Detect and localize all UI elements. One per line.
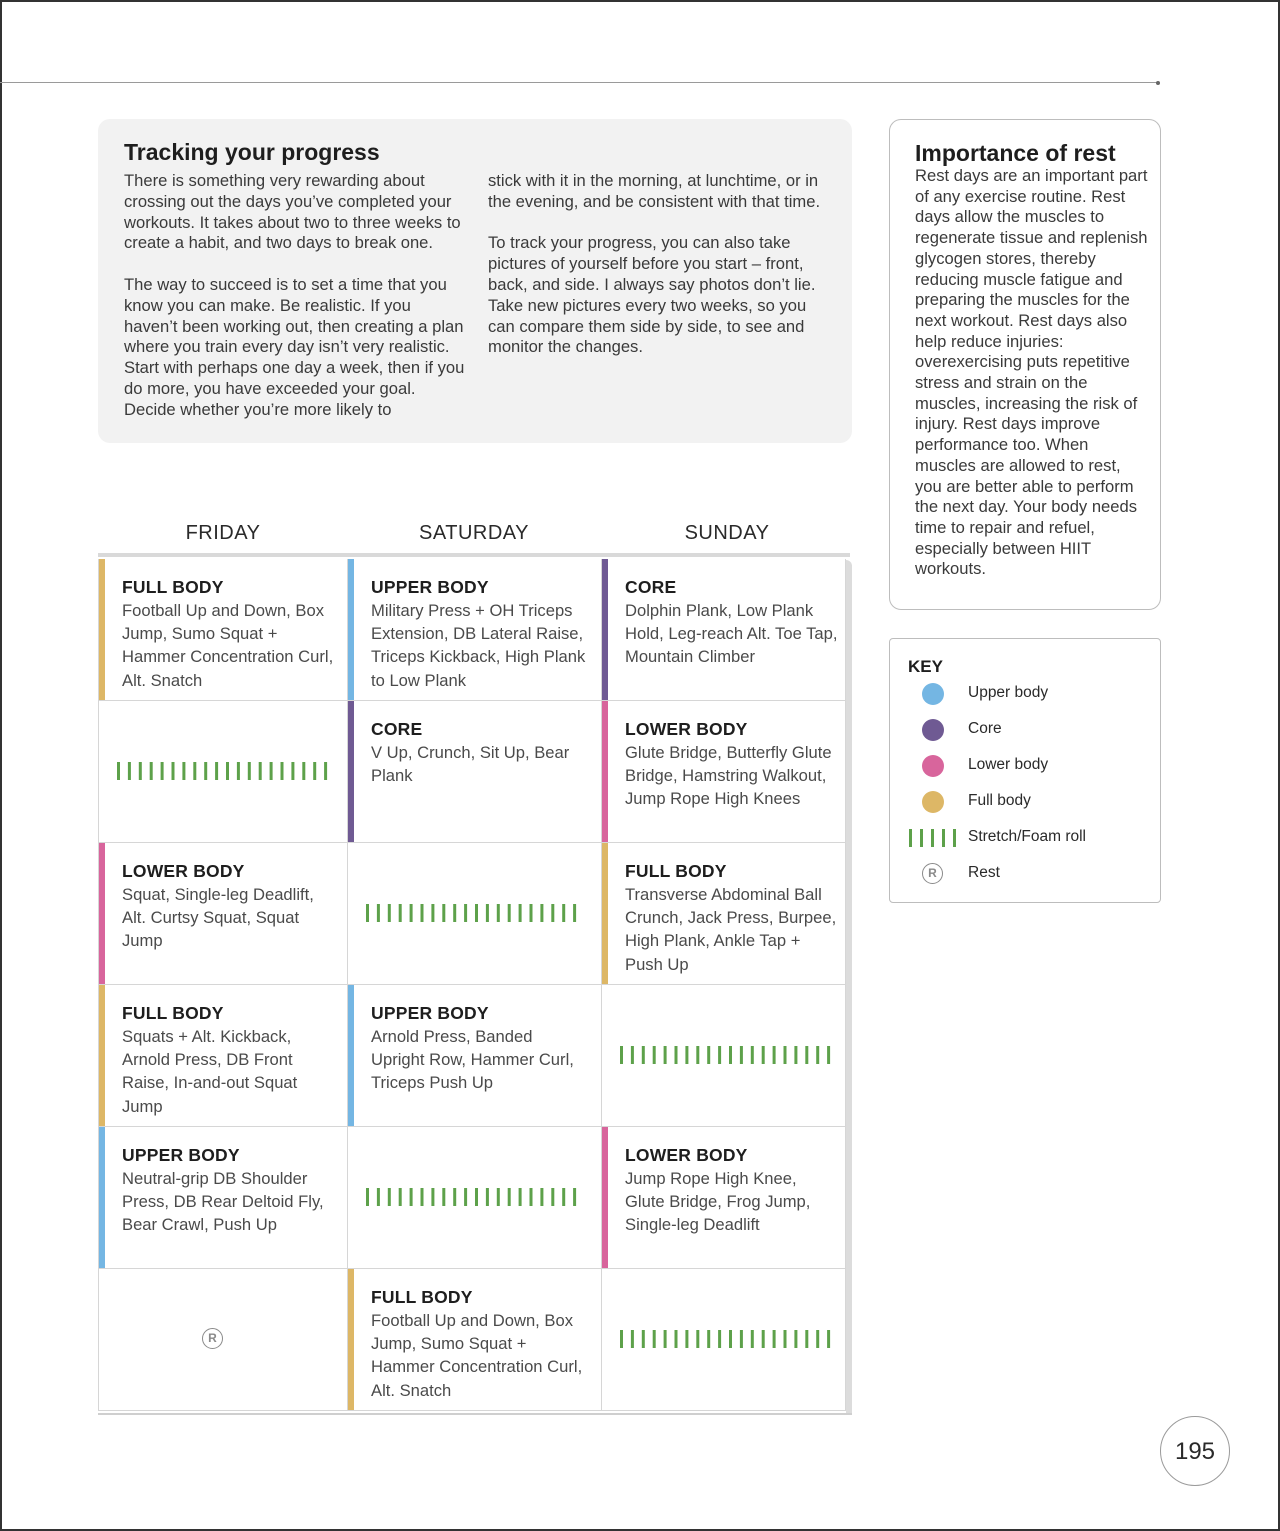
upper-body-dot-icon <box>922 683 944 705</box>
schedule-cell <box>98 559 348 701</box>
workout-exercises: Transverse Abdominal Ball Crunch, Jack Press, Burpee, High Plank, Ankle Tap + Push Up <box>625 885 837 974</box>
stretch-bars-icon <box>620 1045 832 1065</box>
schedule-cell <box>602 843 846 985</box>
key-label: Core <box>968 720 1002 737</box>
stretch-bars-icon <box>366 903 578 923</box>
workout-title: FULL BODY <box>122 577 224 597</box>
header-rule-dot <box>1156 81 1160 85</box>
schedule-cell <box>98 985 348 1127</box>
tracking-paragraph: The way to succeed is to set a time that you know you can make. Be realistic. If you haven’t been working out, then creating a plan where you train every day isn’t very realistic. Start with perhaps one day a week, then if you do more, you have exceeded your goal. Decide whether you’re more likely to <box>124 274 465 419</box>
upper-color-bar <box>348 559 354 700</box>
key-box <box>889 638 1161 903</box>
tracking-paragraph: There is something very rewarding about crossing out the days you’ve completed your workouts. It takes about two to three weeks to create a habit, and two days to break one. <box>124 171 461 253</box>
key-title: KEY <box>908 657 943 676</box>
upper-color-bar <box>99 1127 105 1268</box>
workout-exercises: Squat, Single-leg Deadlift, Alt. Curtsy Squat, Squat Jump <box>122 885 314 951</box>
schedule-top-rule <box>98 553 850 557</box>
workout-exercises: Jump Rope High Knee, Glute Bridge, Frog Jump, Single-leg Deadlift <box>625 1169 811 1235</box>
lower-color-bar <box>602 701 608 842</box>
schedule-cell <box>348 1127 602 1269</box>
workout-title: UPPER BODY <box>371 1003 489 1023</box>
rest-body: Rest days are an important part of any exercise routine. Rest days allow the muscles to regenerate tissue and replenish glycogen stores, thereby reducing muscle fatigue and preparing the muscles for the next workout. Rest days also help reduce injuries: overexercising puts repetitive stress and strain on the muscles, increasing the risk of injury. Rest days improve performance too. When muscles are allowed to rest, you are better able to perform the next day. Your body needs time to repair and refuel, especially between HIIT workouts. <box>915 166 1148 579</box>
tracking-paragraph: To track your progress, you can also take pictures of yourself before you start – front, back, and side. I always say photos don’t lie. Take new pictures every two weeks, so you can compare them side by side, to see and monitor the changes. <box>488 233 816 357</box>
workout-title: LOWER BODY <box>625 719 748 739</box>
workout-exercises: Neutral-grip DB Shoulder Press, DB Rear Deltoid Fly, Bear Crawl, Push Up <box>122 1169 324 1235</box>
lower-body-dot-icon <box>922 755 944 777</box>
key-row-rest <box>908 862 1148 886</box>
workout-exercises: Football Up and Down, Box Jump, Sumo Squat + Hammer Concentration Curl, Alt. Snatch <box>371 1311 583 1400</box>
key-label: Stretch/Foam roll <box>968 828 1087 845</box>
key-label: Full body <box>968 792 1031 809</box>
core-color-bar <box>348 701 354 842</box>
schedule-cell <box>348 559 602 701</box>
schedule-cell <box>602 559 846 701</box>
workout-exercises: Glute Bridge, Butterfly Glute Bridge, Hamstring Walkout, Jump Rope High Knees <box>625 743 832 809</box>
schedule-cell <box>98 1127 348 1269</box>
day-header-saturday: SATURDAY <box>419 522 529 544</box>
tracking-column-2 <box>488 171 832 358</box>
tracking-column-1 <box>124 171 468 421</box>
key-label: Upper body <box>968 684 1049 701</box>
workout-title: FULL BODY <box>122 1003 224 1023</box>
schedule-cell <box>348 701 602 843</box>
workout-exercises: Dolphin Plank, Low Plank Hold, Leg-reach Alt. Toe Tap, Mountain Climber <box>625 601 838 667</box>
workout-title: CORE <box>371 719 423 739</box>
schedule-cell <box>602 1269 846 1411</box>
full-color-bar <box>602 843 608 984</box>
schedule-cell <box>348 1269 602 1411</box>
tracking-progress-panel <box>98 119 852 443</box>
stretch-bars-icon <box>620 1329 832 1349</box>
workout-exercises: Military Press + OH Triceps Extension, DB Lateral Raise, Triceps Kickback, High Plank to Low Plank <box>371 601 586 690</box>
tracking-paragraph: stick with it in the morning, at lunchtime, or in the evening, and be consistent with that time. <box>488 171 821 211</box>
key-row-full <box>908 790 1148 814</box>
key-row-upper <box>908 682 1148 706</box>
schedule-cell <box>602 1127 846 1269</box>
full-body-dot-icon <box>922 791 944 813</box>
key-row-core <box>908 718 1148 742</box>
schedule-cell <box>348 985 602 1127</box>
workout-exercises: Squats + Alt. Kickback, Arnold Press, DB Front Raise, In-and-out Squat Jump <box>122 1027 298 1116</box>
workout-exercises: Football Up and Down, Box Jump, Sumo Squat + Hammer Concentration Curl, Alt. Snatch <box>122 601 334 690</box>
day-header-sunday: SUNDAY <box>684 522 770 544</box>
key-row-stretch <box>908 826 1148 850</box>
key-row-lower <box>908 754 1148 778</box>
lower-color-bar <box>602 1127 608 1268</box>
rest-title: Importance of rest <box>915 140 1116 166</box>
page-number: 195 <box>1160 1416 1230 1486</box>
schedule-cell <box>98 701 348 843</box>
schedule-bottom-rule <box>98 1413 852 1415</box>
workout-exercises: Arnold Press, Banded Upright Row, Hammer Curl, Triceps Push Up <box>371 1027 574 1093</box>
schedule-shadow <box>846 560 852 1414</box>
workout-title: UPPER BODY <box>371 577 489 597</box>
key-label: Lower body <box>968 756 1049 773</box>
workout-exercises: V Up, Crunch, Sit Up, Bear Plank <box>371 743 570 786</box>
core-color-bar <box>602 559 608 700</box>
header-rule <box>0 82 1158 83</box>
page-border-top <box>0 0 1280 2</box>
full-color-bar <box>348 1269 354 1410</box>
lower-color-bar <box>99 843 105 984</box>
schedule-cell <box>602 701 846 843</box>
schedule-cell <box>348 843 602 985</box>
workout-title: UPPER BODY <box>122 1145 240 1165</box>
importance-of-rest-box <box>889 119 1161 610</box>
workout-title: FULL BODY <box>371 1287 473 1307</box>
rest-icon: R <box>922 863 943 884</box>
schedule-cell <box>98 843 348 985</box>
workout-title: LOWER BODY <box>122 861 245 881</box>
tracking-title: Tracking your progress <box>124 139 380 165</box>
stretch-bars-icon <box>908 827 958 849</box>
stretch-bars-icon <box>366 1187 578 1207</box>
rest-icon: R <box>202 1328 223 1349</box>
full-color-bar <box>99 559 105 700</box>
schedule-cell <box>98 1269 348 1411</box>
stretch-bars-icon <box>117 761 329 781</box>
full-color-bar <box>99 985 105 1126</box>
key-label: Rest <box>968 864 1000 881</box>
workout-title: LOWER BODY <box>625 1145 748 1165</box>
workout-title: FULL BODY <box>625 861 727 881</box>
upper-color-bar <box>348 985 354 1126</box>
day-header-friday: FRIDAY <box>185 522 261 544</box>
schedule-cell <box>602 985 846 1127</box>
page-border-left <box>0 0 2 1531</box>
core-dot-icon <box>922 719 944 741</box>
workout-title: CORE <box>625 577 677 597</box>
